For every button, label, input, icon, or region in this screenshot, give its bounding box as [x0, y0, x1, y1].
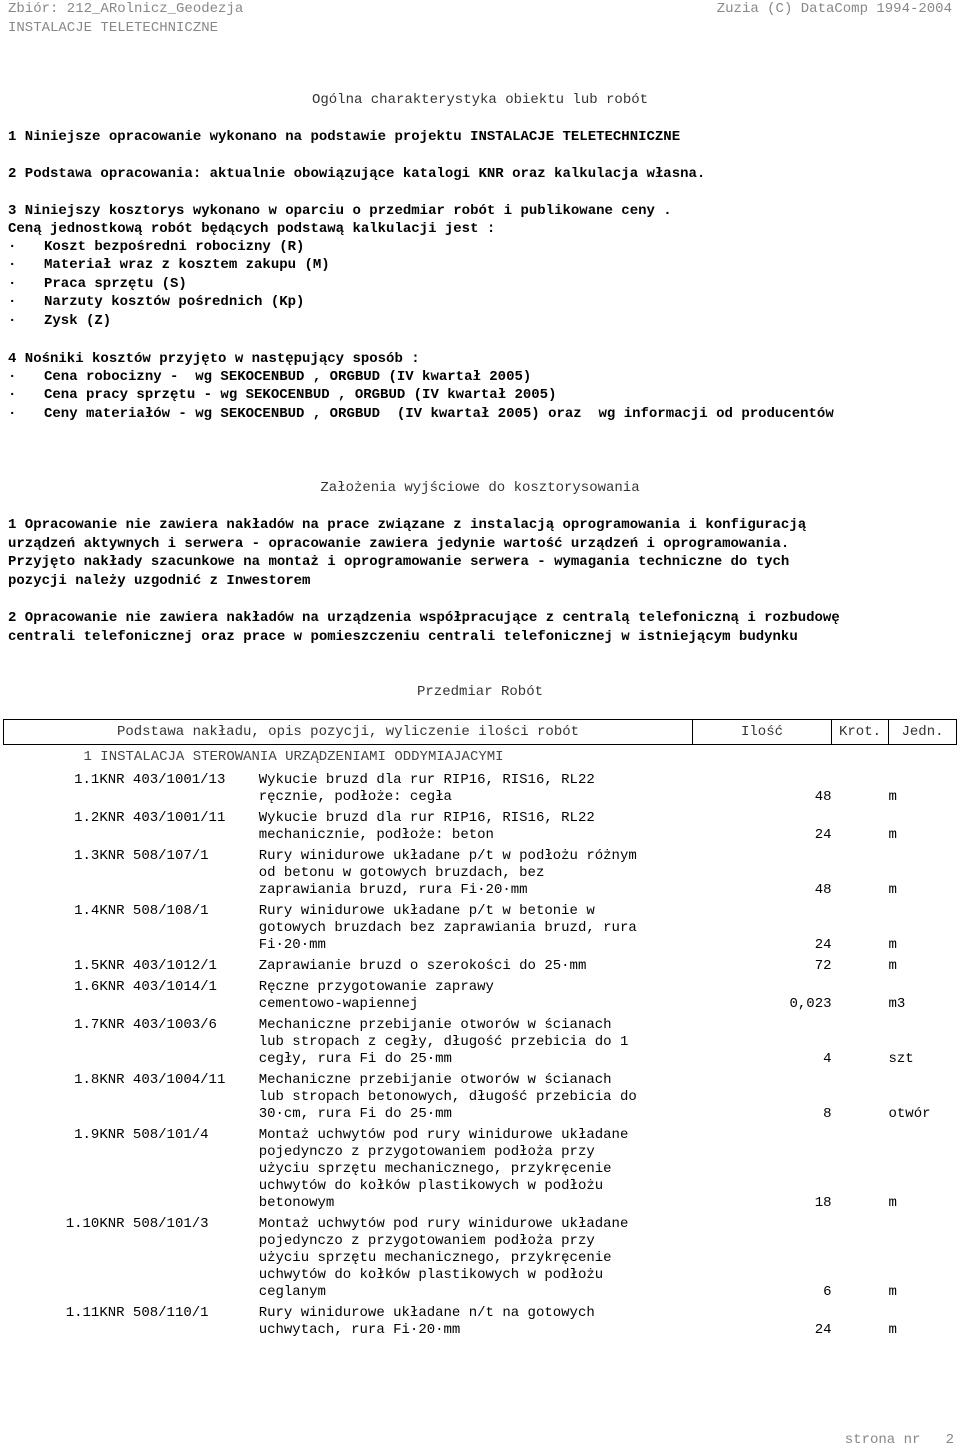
- list-item-text: Ceny materiałów - wg SEKOCENBUD , ORGBUD (IV kwartał 2005) oraz wg informacji od producentów: [44, 405, 834, 422]
- item-description: Wykucie bruzd dla rur RIP16, RIS16, RL22 mechanicznie, podłoże: beton: [258, 810, 595, 843]
- item-description: Wykucie bruzd dla rur RIP16, RIS16, RL22 ręcznie, podłoże: cegła: [258, 772, 595, 805]
- przedmiar-table: [3, 719, 957, 1343]
- assumption-line: Przyjęto nakłady szacunkowe na montaż i oprogramowanie serwera - wymagania techniczne do tych: [8, 554, 790, 571]
- list-item: [8, 293, 304, 312]
- paragraph-2: 2 Podstawa opracowania: aktualnie obowiązujące katalogi KNR oraz kalkulacja własna.: [8, 166, 706, 182]
- item-multiplier: [832, 1216, 889, 1305]
- list-item-text: Koszt bezpośredni robocizny (R): [44, 239, 305, 255]
- software-credit: Zuzia (C) DataComp 1994-2004: [716, 1, 952, 17]
- paragraph-1: 1 Niniejsze opracowanie wykonano na podstawie projektu INSTALACJE TELETECHNICZNE: [8, 129, 681, 145]
- item-unit: m: [888, 1322, 897, 1338]
- assumption-line: 1 Opracowanie nie zawiera nakładów na prace związane z instalacją oprogramowania i konfiguracją: [8, 517, 807, 533]
- list-item-text: Zysk (Z): [44, 312, 112, 329]
- table-row: [4, 1216, 957, 1305]
- assumption-line: pozycji należy uzgodnić z Inwestorem: [8, 572, 311, 589]
- item-description: Mechaniczne przebijanie otworów w ścianach lub stropach betonowych, długość przebicia do 30·cm, rura Fi do 25·mm: [258, 1072, 637, 1122]
- bullet-icon: ·: [8, 294, 17, 311]
- bullet-icon: ·: [8, 369, 17, 385]
- item-unit: m: [888, 937, 897, 953]
- item-number: 1.11: [65, 1305, 100, 1321]
- collection-name: Zbiór: 212_ARolnicz_Geodezja: [8, 1, 244, 17]
- list-item: [8, 312, 111, 331]
- list-item-text: Materiał wraz z kosztem zakupu (M): [44, 257, 330, 274]
- col-header-quantity: Ilość: [693, 720, 832, 745]
- paragraph-3b: Ceną jednostkową robót będących podstawą kalkulacji jest :: [8, 221, 496, 237]
- table-row: [4, 1072, 957, 1127]
- assumption-line: 2 Opracowanie nie zawiera nakładów na urządzenia współpracujące z centralą telefoniczną i rozbudowę: [8, 610, 840, 626]
- bullet-icon: ·: [8, 387, 17, 404]
- item-description: Rury winidurowe układane n/t na gotowych uchwytach, rura Fi·20·mm: [258, 1305, 595, 1338]
- item-quantity: 48: [814, 789, 832, 805]
- table-row: [4, 979, 957, 1017]
- item-quantity: 24: [814, 937, 832, 953]
- col-header-multiplier: Krot.: [832, 720, 889, 745]
- table-header-row: [4, 720, 957, 745]
- section-label: 1 INSTALACJA STEROWANIA URZĄDZENIAMI ODDYMIAJACYMI: [83, 749, 504, 765]
- item-multiplier: [832, 810, 889, 848]
- bullet-icon: ·: [8, 312, 17, 329]
- item-multiplier: [832, 1127, 889, 1216]
- col-header-unit: Jedn.: [889, 720, 957, 745]
- list-item-text: Narzuty kosztów pośrednich (Kp): [44, 294, 305, 311]
- item-number: 1.3: [74, 848, 100, 864]
- item-description: Ręczne przygotowanie zaprawy cementowo-wapiennej: [258, 979, 494, 1012]
- list-item-text: Cena robocizny - wg SEKOCENBUD , ORGBUD (IV kwartał 2005): [44, 369, 532, 385]
- table-row: [4, 958, 957, 979]
- item-unit: m: [888, 827, 897, 843]
- item-multiplier: [832, 772, 889, 810]
- table-row: [4, 810, 957, 848]
- item-quantity: 6: [823, 1284, 832, 1300]
- item-multiplier: [832, 1072, 889, 1127]
- section-title-przedmiar: Przedmiar Robót: [416, 684, 544, 700]
- item-quantity: 24: [814, 1322, 832, 1338]
- item-code: KNR 403/1012/1: [99, 958, 217, 974]
- item-multiplier: [832, 1017, 889, 1072]
- item-code: KNR 508/101/4: [99, 1127, 209, 1143]
- assumption-line: centrali telefonicznej oraz prace w pomieszczeniu centrali telefonicznej w istniejącym budynku: [8, 628, 798, 645]
- list-item: [8, 256, 330, 275]
- item-number: 1.7: [74, 1017, 100, 1033]
- item-unit: szt: [888, 1051, 914, 1067]
- table-row: [4, 848, 957, 903]
- item-multiplier: [832, 848, 889, 903]
- item-multiplier: [832, 903, 889, 958]
- list-item: [8, 275, 187, 294]
- item-quantity: 0,023: [789, 996, 832, 1012]
- item-code: KNR 403/1014/1: [99, 979, 217, 995]
- paragraph-4: 4 Nośniki kosztów przyjęto w następujący sposób :: [8, 351, 420, 367]
- section-title-general: Ogólna charakterystyka obiektu lub robót: [311, 92, 649, 108]
- paragraph-3: 3 Niniejszy kosztorys wykonano w oparciu o przedmiar robót i publikowane ceny .: [8, 203, 672, 219]
- item-description: Montaż uchwytów pod rury winidurowe układane pojedynczo z przygotowaniem podłoża przy użyciu sprzętu mechanicznego, przykręcenie uchwytów do kołków plastikowych w podłożu ceglanym: [258, 1216, 629, 1300]
- item-quantity: 4: [823, 1051, 832, 1067]
- list-item: [8, 405, 834, 424]
- item-multiplier: [832, 958, 889, 979]
- item-number: 1.6: [74, 979, 100, 995]
- item-quantity: 48: [814, 882, 832, 898]
- item-code: KNR 403/1001/13: [99, 772, 226, 788]
- list-item: [8, 238, 304, 257]
- list-item-text: Praca sprzętu (S): [44, 275, 187, 292]
- bullet-icon: ·: [8, 257, 17, 274]
- item-description: Mechaniczne przebijanie otworów w ścianach lub stropach z cegły, długość przebicia do 1 cegły, rura Fi do 25·mm: [258, 1017, 629, 1067]
- item-multiplier: [832, 1305, 889, 1343]
- item-number: 1.10: [65, 1216, 100, 1232]
- item-code: KNR 508/101/3: [99, 1216, 209, 1232]
- item-unit: m: [888, 1284, 897, 1300]
- item-description: Zaprawianie bruzd o szerokości do 25·mm: [258, 958, 587, 974]
- assumption-line: urządzeń aktywnych i serwera - opracowanie zawiera jedynie wartość urządzeń i oprogramowania.: [8, 535, 790, 552]
- item-code: KNR 508/108/1: [99, 903, 209, 919]
- bullet-icon: ·: [8, 405, 17, 422]
- item-quantity: 24: [814, 827, 832, 843]
- item-number: 1.8: [74, 1072, 100, 1088]
- item-unit: m: [888, 1195, 897, 1211]
- item-description: Montaż uchwytów pod rury winidurowe układane pojedynczo z przygotowaniem podłoża przy użyciu sprzętu mechanicznego, przykręcenie uchwytów do kołków plastikowych w podłożu betonowym: [258, 1127, 629, 1211]
- table-row: [4, 1017, 957, 1072]
- item-unit: m: [888, 882, 897, 898]
- list-item: [8, 368, 531, 387]
- item-unit: m: [888, 958, 897, 974]
- item-number: 1.5: [74, 958, 100, 974]
- item-number: 1.4: [74, 903, 100, 919]
- table-row: [4, 1305, 957, 1343]
- table-row: [4, 1127, 957, 1216]
- list-item: [8, 386, 556, 405]
- item-code: KNR 508/110/1: [99, 1305, 209, 1321]
- bullet-icon: ·: [8, 239, 17, 255]
- table-row: [4, 903, 957, 958]
- document-name: INSTALACJE TELETECHNICZNE: [8, 20, 219, 36]
- item-code: KNR 403/1004/11: [99, 1072, 226, 1088]
- section-row: [4, 745, 957, 773]
- item-description: Rury winidurowe układane p/t w podłożu różnym od betonu w gotowych bruzdach, bez zaprawiania bruzd, rura Fi·20·mm: [258, 848, 637, 898]
- item-number: 1.9: [74, 1127, 100, 1143]
- item-multiplier: [832, 979, 889, 1017]
- list-item-text: Cena pracy sprzętu - wg SEKOCENBUD , ORGBUD (IV kwartał 2005): [44, 387, 557, 404]
- item-code: KNR 508/107/1: [99, 848, 209, 864]
- item-code: KNR 403/1001/11: [99, 810, 226, 826]
- item-number: 1.1: [74, 772, 100, 788]
- item-quantity: 72: [814, 958, 832, 974]
- item-number: 1.2: [74, 810, 100, 826]
- col-header-description: Podstawa nakładu, opis pozycji, wyliczenie ilości robót: [4, 720, 693, 745]
- item-quantity: 8: [823, 1106, 832, 1122]
- item-quantity: 18: [814, 1195, 832, 1211]
- item-unit: m: [888, 789, 897, 805]
- item-code: KNR 403/1003/6: [99, 1017, 217, 1033]
- table-row: [4, 772, 957, 810]
- item-unit: otwór: [888, 1106, 931, 1122]
- page-number: strona nr 2: [844, 1432, 954, 1448]
- section-title-assumptions: Założenia wyjściowe do kosztorysowania: [320, 480, 640, 496]
- bullet-icon: ·: [8, 275, 17, 292]
- item-unit: m3: [888, 996, 906, 1012]
- item-description: Rury winidurowe układane p/t w betonie w gotowych bruzdach bez zaprawiania bruzd, rura Fi·20·mm: [258, 903, 637, 953]
